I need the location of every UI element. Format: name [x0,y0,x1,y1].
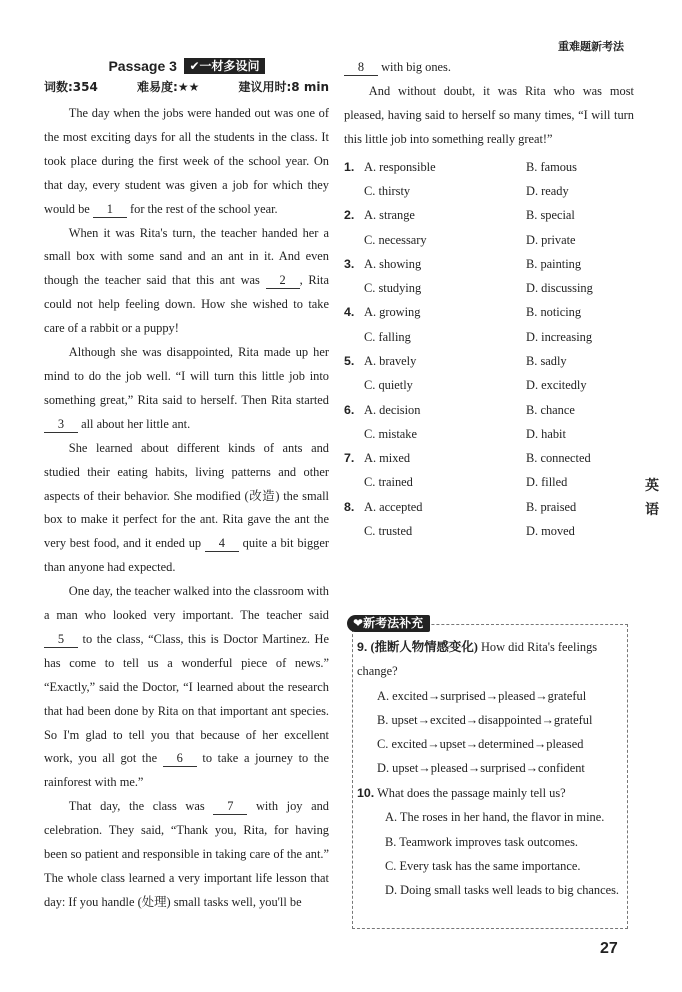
passage-tag-text: 一材多设问 [199,59,260,73]
series-title: 重难题新考法 [558,40,624,53]
paragraph-1-text-b: for the rest of the school year. [130,201,278,216]
paragraph-4-text-a: She learned about different kinds of ants and studied their eating habits, living patterns and other aspects of their behavior. She modified (改造) the small box to make it perfect for the ant. Rita gave the ant the very best food, and it ended up [44,440,329,551]
option-b[interactable]: B. connected [526,451,591,466]
option-a[interactable]: A. bravely [364,354,417,368]
option-d[interactable]: D. Doing small tasks well leads to big chances. [385,883,620,898]
paragraph-2-text-a: When it was Rita's turn, the teacher handed her a small box with some sand and an ant in it. And even though the teacher said that this ant was [44,225,329,288]
option-b[interactable]: B. Teamwork improves task outcomes. [385,834,578,849]
question-number: 10. [357,786,375,800]
paragraph-6-text-a: That day, the class was [68,799,205,814]
paragraph-5 [44,580,329,795]
option-row [344,155,634,179]
question-9 [357,635,623,781]
paragraph-1-text-a: The day when the jobs were handed out was one of the most exciting days for all the students in the class. It took place during the first week of the school year. On that day, every student was given a job for which they would be [44,106,329,216]
option-row [344,349,634,373]
passage-title [44,56,329,76]
option-b[interactable]: B. painting [526,256,582,271]
option-a[interactable]: A. decision [364,402,421,417]
option-row [344,398,634,422]
paragraph-3 [44,341,329,437]
option-row [344,519,634,543]
new-question-box [352,616,628,929]
option-d[interactable]: D. moved [526,524,575,539]
paragraph-7: And without doubt, it was Rita who was most pleased, having said to herself so many times, “I will turn this little job into something really great!” [344,83,634,146]
word-count: 词数:354 [44,80,98,94]
option-d[interactable]: D. excitedly [526,378,587,393]
option-d[interactable]: D. increasing [526,329,593,344]
paragraph-3-text-b: all about her little ant. [81,416,191,431]
question-number: 6. [344,402,355,417]
option-row [344,300,634,324]
badge-icon: ❤ [353,616,364,630]
question-10 [357,781,623,902]
option-b[interactable]: B. famous [526,159,577,174]
paragraph-2 [44,222,329,342]
question-9-text: How did Rita's feelings change? [357,640,598,679]
option-b[interactable]: B. noticing [526,305,582,320]
question-number: 8. [344,499,355,514]
option-row [344,203,634,227]
option-b[interactable]: B. special [526,208,575,223]
new-section-tag [347,615,430,632]
question-number: 9. [357,640,368,654]
option-d[interactable]: D. ready [526,183,569,198]
option-a[interactable]: A. showing [364,256,422,271]
option-d[interactable]: D. habit [526,426,566,441]
blank-5[interactable]: 5 [44,631,78,648]
subject-char: 英 [645,478,659,494]
option-a[interactable]: A. strange [364,208,415,223]
option-b[interactable]: B. upset→excited→disappointed→grateful [377,712,593,727]
subject-side-label [641,474,663,522]
subject-char: 语 [645,502,659,518]
paragraph-2-text-b: , Rita could not help feeling down. How she wished to take care of a rabbit or a puppy! [44,273,329,336]
option-b[interactable]: B. sadly [526,354,567,368]
option-c[interactable]: C. necessary [364,232,427,247]
option-a[interactable]: A. responsible [364,159,436,174]
options-list [344,155,634,544]
blank-4[interactable]: 4 [205,535,239,552]
option-c[interactable]: C. trained [364,475,413,490]
question-10-stem [357,781,623,805]
option-row [344,179,634,203]
paragraph-1 [44,102,329,222]
question-number: 7. [344,451,355,466]
option-a[interactable]: A. mixed [364,451,411,466]
option-row [344,325,634,349]
option-d[interactable]: D. discussing [526,281,593,296]
question-9-stem [357,635,623,684]
question-10-text: What does the passage mainly tell us? [377,786,566,800]
passage-left-column [44,56,329,915]
paragraph-6-text-c: with big ones. [381,60,451,74]
question-number: 5. [344,354,355,368]
option-d[interactable]: D. filled [526,475,568,490]
option-row [344,228,634,252]
question-number: 1. [344,159,355,174]
question-9-label: (推断人物情感变化) [370,640,478,654]
blank-2[interactable]: 2 [266,272,300,289]
option-a[interactable]: A. growing [364,305,421,320]
suggested-time: 建议用时:8 min [238,80,329,94]
paragraph-6-text-b: with joy and celebration. They said, “Thank you, Rita, for having been so patient and responsible in taking care of the ant.” The whole class learned a very important life lesson that day: If you handle (处理) small tasks well, you'll be [44,799,329,909]
passage-right-column [344,56,634,543]
passage-tag: ✔一材多设问 [184,58,264,74]
option-a[interactable]: A. The roses in her hand, the flavor in mine. [385,810,605,825]
paragraph-3-text-a: Although she was disappointed, Rita made up her mind to do the job well. “I will turn this little job into something great,” Rita said to herself. Then Rita started [44,345,329,407]
option-c[interactable]: C. excited→upset→determined→pleased [377,737,584,752]
difficulty: 难易度:★★ [137,80,200,94]
blank-7[interactable]: 7 [213,798,247,815]
option-d[interactable]: D. private [526,232,576,247]
passage-meta [44,76,329,98]
blank-8[interactable]: 8 [344,59,378,76]
paragraph-5-text-b: to the class, “Class, this is Doctor Martinez. He has come to tell us a wonderful piece of news.” “Exactly,” said the Doctor, “I learned about the research that had been done by Rita on that important ant species. So I'm glad to tell you that because of her excellent work, you all got the [44,631,329,766]
paragraph-6-continued [344,56,634,80]
paragraph-4-text-b: quite a bit bigger than anyone had expected. [44,536,329,575]
option-row [344,276,634,300]
blank-6[interactable]: 6 [163,750,197,767]
option-b[interactable]: B. praised [526,499,577,514]
option-c[interactable]: C. quietly [364,378,413,393]
option-c[interactable]: C. trusted [364,524,413,539]
option-c[interactable]: C. studying [364,281,422,296]
option-c[interactable]: C. Every task has the same importance. [385,858,581,873]
paragraph-5-text-c: to take a journey to the rainforest with me.” [44,751,329,790]
blank-1[interactable]: 1 [93,201,127,218]
new-section-tag-text: 新考法补充 [363,616,424,630]
paragraph-6 [44,795,329,915]
option-c[interactable]: C. falling [364,329,411,344]
passage-name: Passage 3 [108,58,177,74]
paragraph-5-text-a: One day, the teacher walked into the classroom with a man who looked very important. The teacher said [44,584,329,623]
option-a[interactable]: A. excited→surprised→pleased→grateful [377,688,587,703]
option-a[interactable]: A. accepted [364,499,423,514]
option-row [344,470,634,494]
option-row [344,422,634,446]
page-number: 27 [600,940,618,957]
option-row [344,495,634,519]
option-row [344,252,634,276]
option-d[interactable]: D. upset→pleased→surprised→confident [377,761,585,776]
option-row [344,446,634,470]
option-b[interactable]: B. chance [526,402,575,417]
question-number: 3. [344,256,355,271]
blank-3[interactable]: 3 [44,416,78,433]
option-row [344,373,634,397]
option-c[interactable]: C. thirsty [364,183,411,198]
question-number: 4. [344,305,355,320]
question-number: 2. [344,208,355,223]
option-c[interactable]: C. mistake [364,426,417,441]
paragraph-4 [44,437,329,580]
